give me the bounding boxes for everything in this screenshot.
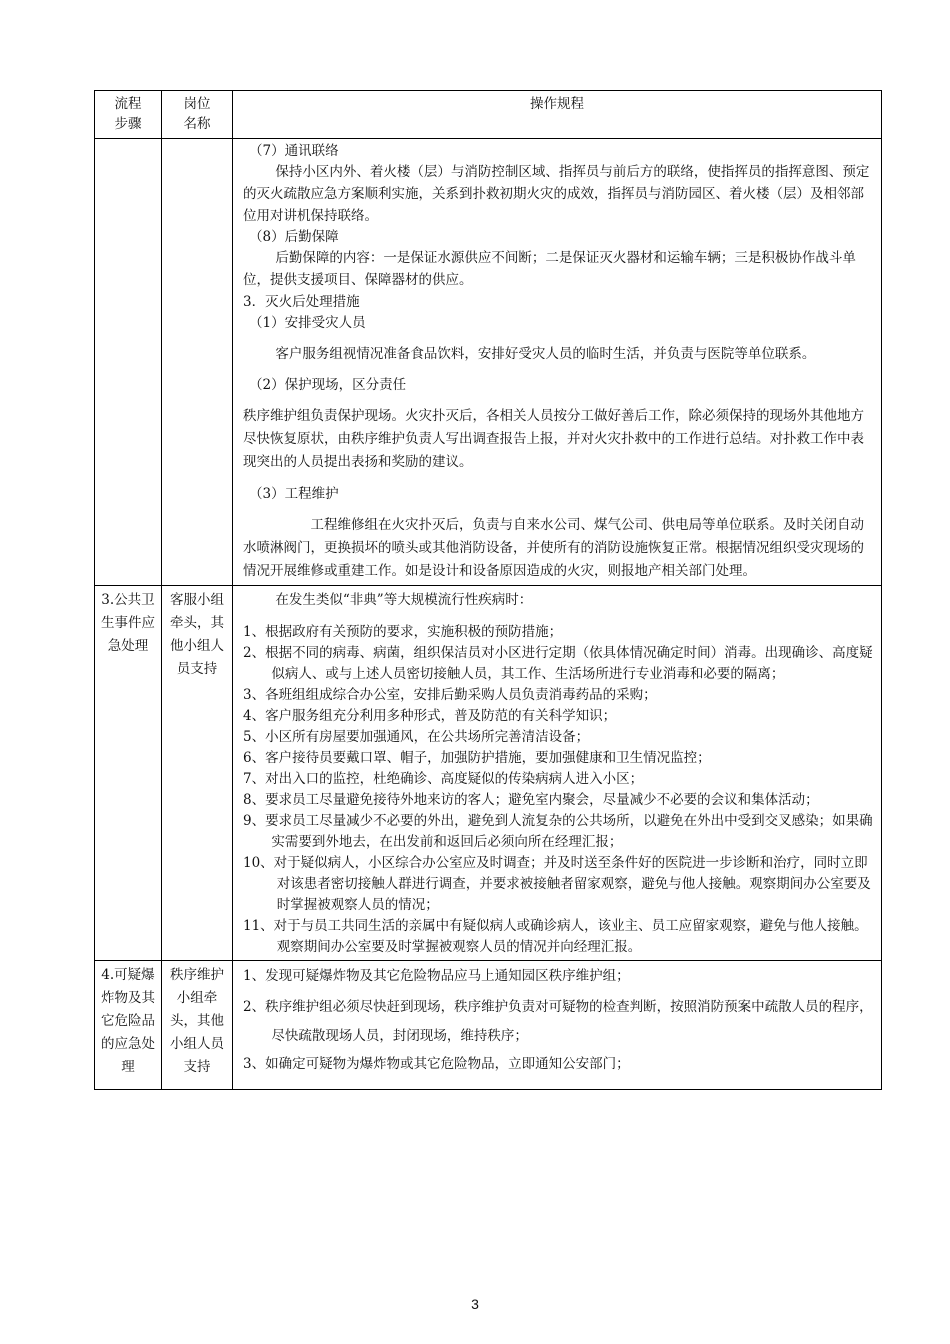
paragraph: 客户服务组视情况准备食品饮料，安排好受灾人员的临时生活，并负责与医院等单位联系。 <box>275 346 816 362</box>
list-item: 8、要求员工尽量避免接待外地来访的客人；避免室内聚会，尽量减少不必要的会议和集体活动； <box>243 792 819 808</box>
header-procedure: 操作规程 <box>233 91 882 139</box>
table-row <box>95 139 882 586</box>
post-cell <box>162 139 233 586</box>
table-row <box>95 586 882 961</box>
table-header-row <box>95 91 882 139</box>
step-cell <box>95 139 162 586</box>
section-heading: 3．灭火后处理措施 <box>243 294 360 310</box>
subheading: （2）保护现场，区分责任 <box>249 377 407 393</box>
list-item: 7、对出入口的监控，杜绝确诊、高度疑似的传染病病人进入小区； <box>243 771 644 787</box>
header-post: 岗位名称 <box>162 91 233 139</box>
paragraph: 秩序维护组负责保护现场。火灾扑灭后，各相关人员按分工做好善后工作，除必须保持的现场外其他地方尽快恢复原状，由秩序维护负责人写出调查报告上报，并对火灾扑救中的工作进行总结。对扑救工作中表现突出的人员提出表扬和奖励的建议。 <box>243 408 864 470</box>
subheading: （8）后勤保障 <box>249 229 339 245</box>
list-item: 3、如确定可疑物为爆炸物或其它危险物品，立即通知公安部门； <box>243 1056 630 1072</box>
subheading: （3）工程维护 <box>249 486 339 502</box>
list-item: 1、发现可疑爆炸物及其它危险物品应马上通知园区秩序维护组； <box>243 968 630 984</box>
paragraph: 后勤保障的内容：一是保证水源供应不间断；二是保证灭火器材和运输车辆；三是积极协作战斗单位，提供支援项目、保障器材的供应。 <box>243 250 856 288</box>
step-cell: 4.可疑爆炸物及其它危险品的应急处理 <box>95 961 162 1090</box>
list-item: 6、客户接待员要戴口罩、帽子，加强防护措施，要加强健康和卫生情况监控； <box>243 750 711 766</box>
post-cell: 秩序维护小组牵头，其他小组人员支持 <box>162 961 233 1090</box>
list-item: 4、客户服务组充分利用多种形式，普及防范的有关科学知识； <box>243 708 617 724</box>
paragraph: 保持小区内外、着火楼（层）与消防控制区域、指挥员与前后方的联络，使指挥员的指挥意图、预定的灭火疏散应急方案顺利实施，关系到扑救初期火灾的成效，指挥员与消防园区、着火楼（层）及相邻部位用对讲机保持联络。 <box>243 164 870 224</box>
list-item: 9、要求员工尽量减少不必要的外出，避免到人流复杂的公共场所，以避免在外出中受到交叉感染；如果确实需要到外地去，在出发前和返回后必须向所在经理汇报； <box>243 813 873 850</box>
list-item: 2、根据不同的病毒、病菌，组织保洁员对小区进行定期（依具体情况确定时间）消毒。出现确诊、高度疑似病人、或与上述人员密切接触人员，其工作、生活场所进行专业消毒和必要的隔离； <box>243 645 873 682</box>
list-item: 5、小区所有房屋要加强通风，在公共场所完善清洁设备； <box>243 729 590 745</box>
procedure-cell <box>233 586 882 961</box>
table-row <box>95 961 882 1090</box>
intro-text: 在发生类似“非典”等大规模流行性疾病时： <box>275 592 533 608</box>
list-item: 10、对于疑似病人，小区综合办公室应及时调查；并及时送至条件好的医院进一步诊断和治疗，同时立即对该患者密切接触人群进行调查，并要求被接触者留家观察，避免与他人接触。观察期间办公室要及时掌握被观察人员的情况； <box>243 855 871 913</box>
list-item: 11、对于与员工共同生活的亲属中有疑似病人或确诊病人，该业主、员工应留家观察，避免与他人接触。观察期间办公室要及时掌握被观察人员的情况并向经理汇报。 <box>243 918 868 955</box>
list-item: 1、根据政府有关预防的要求，实施积极的预防措施； <box>243 624 563 640</box>
procedure-cell <box>233 139 882 586</box>
procedure-cell <box>233 961 882 1090</box>
list-item: 3、各班组组成综合办公室，安排后勤采购人员负责消毒药品的采购； <box>243 687 657 703</box>
header-step: 流程步骤 <box>95 91 162 139</box>
paragraph: 工程维修组在火灾扑灭后，负责与自来水公司、煤气公司、供电局等单位联系。及时关闭自动水喷淋阀门，更换损坏的喷头或其他消防设备，并使所有的消防设施恢复正常。根据情况组织受灾现场的情况开展维修或重建工作。如是设计和设备原因造成的火灾，则报地产相关部门处理。 <box>243 517 864 579</box>
list-item: 2、秩序维护组必须尽快赶到现场，秩序维护负责对可疑物的检查判断，按照消防预案中疏散人员的程序，尽快疏散现场人员，封闭现场，维持秩序； <box>243 999 873 1044</box>
page-number: 3 <box>471 1296 479 1312</box>
step-cell: 3.公共卫生事件应急处理 <box>95 586 162 961</box>
subheading: （1）安排受灾人员 <box>249 315 366 331</box>
post-cell: 客服小组牵头，其他小组人员支持 <box>162 586 233 961</box>
subheading: （7）通讯联络 <box>249 143 339 159</box>
procedure-table <box>94 90 882 1090</box>
